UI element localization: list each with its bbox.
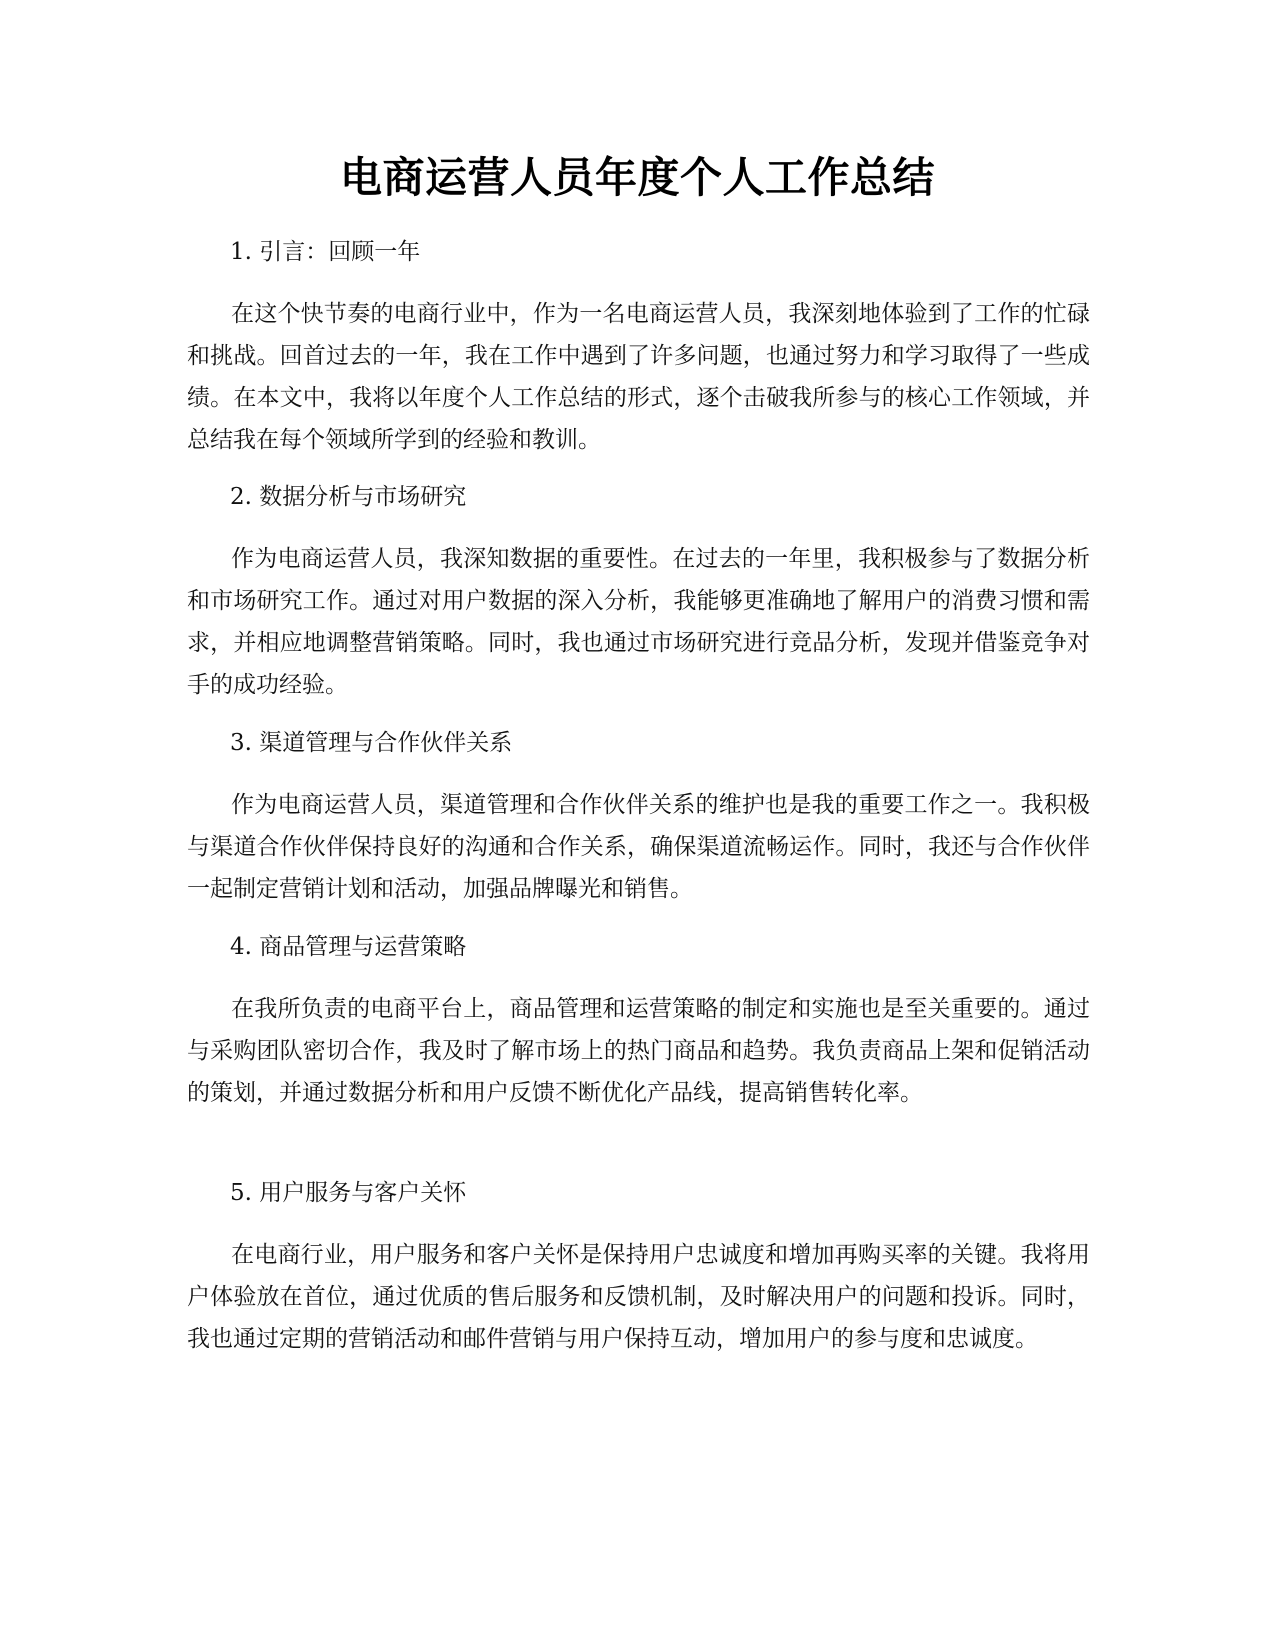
section-heading-channel-management: 3. 渠道管理与合作伙伴关系 bbox=[230, 730, 513, 756]
section-heading-data-analysis: 2. 数据分析与市场研究 bbox=[230, 484, 467, 510]
section-heading-customer-service: 5. 用户服务与客户关怀 bbox=[230, 1180, 467, 1206]
section-body-data-analysis: 作为电商运营人员，我深知数据的重要性。在过去的一年里，我积极参与了数据分析和市场研究工作。通过对用户数据的深入分析，我能够更准确地了解用户的消费习惯和需求，并相应地调整营销策略。同时，我也通过市场研究进行竞品分析，发现并借鉴竞争对手的成功经验。 bbox=[187, 546, 1090, 698]
section-body-intro: 在这个快节奏的电商行业中，作为一名电商运营人员，我深刻地体验到了工作的忙碌和挑战。回首过去的一年，我在工作中遇到了许多问题，也通过努力和学习取得了一些成绩。在本文中，我将以年度个人工作总结的形式，逐个击破我所参与的核心工作领域，并总结我在每个领域所学到的经验和教训。 bbox=[187, 301, 1090, 453]
document-title: 电商运营人员年度个人工作总结 bbox=[339, 153, 935, 202]
section-body-customer-service: 在电商行业，用户服务和客户关怀是保持用户忠诚度和增加再购买率的关键。我将用户体验放在首位，通过优质的售后服务和反馈机制，及时解决用户的问题和投诉。同时，我也通过定期的营销活动和邮件营销与用户保持互动，增加用户的参与度和忠诚度。 bbox=[187, 1242, 1090, 1352]
section-heading-product-management: 4. 商品管理与运营策略 bbox=[230, 934, 467, 960]
section-heading-intro: 1. 引言：回顾一年 bbox=[230, 239, 421, 265]
section-body-product-management: 在我所负责的电商平台上，商品管理和运营策略的制定和实施也是至关重要的。通过与采购团队密切合作，我及时了解市场上的热门商品和趋势。我负责商品上架和促销活动的策划，并通过数据分析和用户反馈不断优化产品线，提高销售转化率。 bbox=[187, 996, 1090, 1106]
section-body-channel-management: 作为电商运营人员，渠道管理和合作伙伴关系的维护也是我的重要工作之一。我积极与渠道合作伙伴保持良好的沟通和合作关系，确保渠道流畅运作。同时，我还与合作伙伴一起制定营销计划和活动，加强品牌曝光和销售。 bbox=[187, 792, 1090, 902]
